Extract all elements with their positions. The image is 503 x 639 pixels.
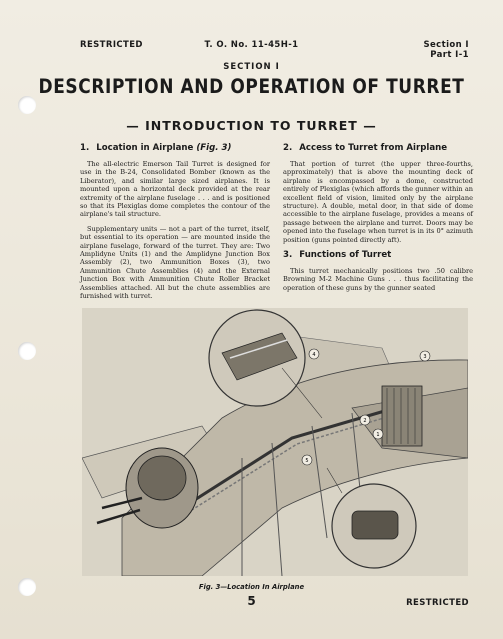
punch-hole	[18, 342, 36, 360]
heading-number: 3.	[283, 250, 293, 261]
heading-text: Location in Airplane	[96, 143, 194, 153]
heading-text: Functions of Turret	[299, 250, 392, 261]
footer-restricted: RESTRICTED	[406, 598, 469, 608]
punch-hole	[18, 96, 36, 114]
callout-label: 4	[312, 352, 316, 358]
page-title: DESCRIPTION AND OPERATION OF TURRET	[38, 75, 465, 99]
header-tech-order: T. O. No. 11-45H-1	[204, 40, 299, 50]
airplane-illustration	[82, 308, 468, 576]
callout-label: 3	[423, 354, 427, 360]
paragraph: This turret mechanically positions two .50 calibre Browning M-2 Machine Guns . . . thus facilitating the operation of these guns by the gunner seated	[283, 267, 473, 292]
callout-label: 2	[363, 418, 367, 424]
header-restricted: RESTRICTED	[80, 40, 143, 50]
heading-access	[283, 143, 473, 154]
heading-functions	[283, 250, 473, 261]
left-column	[80, 143, 270, 307]
page-number: 5	[247, 594, 256, 608]
airplane-cutaway-drawing	[82, 308, 468, 576]
paragraph: That portion of turret (the upper three-fourths, approximately) that is above the mounting deck of airplane is encompassed by a dome, constructed entirely of Plexiglas (which affords the gunner within an excellent field of vision, limited only by the airplane structure). A double, metal door, in that side of dome accessible to the airplane fuselage, provides a means of passage between the airplane and turret. Doors may be opened into the fuselage when turret is in its 0° azimuth position (guns pointed directly aft).	[283, 160, 473, 244]
heading-location	[80, 143, 270, 154]
paragraph: The all-electric Emerson Tail Turret is designed for use in the B-24, Consolidated Bomber (known as the Liberator), and similar large sized airplanes. It is mounted upon a horizontal deck provided at the rear extremity of the airplane fuselage . . . and is positioned so that its Plexiglas dome completes the contour of the airplane's tail structure.	[80, 160, 270, 219]
header-part-line: Part I-1	[430, 50, 469, 60]
callout-label: 5	[305, 458, 309, 464]
heading-figure-ref: (Fig. 3)	[196, 143, 232, 153]
paragraph: Supplementary units — not a part of the turret, itself, but essential to its operation — are mounted inside the airplane fuselage, forward of the turret. They are: Two Amplidyne Units (1) and the Amplidyne Junction Box Assembly (2), two Ammunition Boxes (3), two Ammunition Chute Assemblies (4) and the External Junction Box with Ammunition Chute Roller Bracket Assemblies attached. All but the chute assemblies are furnished with turret.	[80, 224, 270, 301]
header-section	[423, 40, 469, 60]
heading-number: 2.	[283, 143, 293, 153]
right-column	[283, 143, 473, 298]
callout-label: 1	[376, 432, 380, 438]
heading-text: Access to Turret from Airplane	[299, 143, 448, 153]
figure-caption: Fig. 3—Location In Airplane	[198, 583, 305, 591]
heading-number: 1.	[80, 143, 90, 153]
header-section-line: Section I	[423, 40, 469, 50]
section-label: SECTION I	[223, 62, 280, 72]
intro-title: — INTRODUCTION TO TURRET —	[126, 118, 377, 133]
